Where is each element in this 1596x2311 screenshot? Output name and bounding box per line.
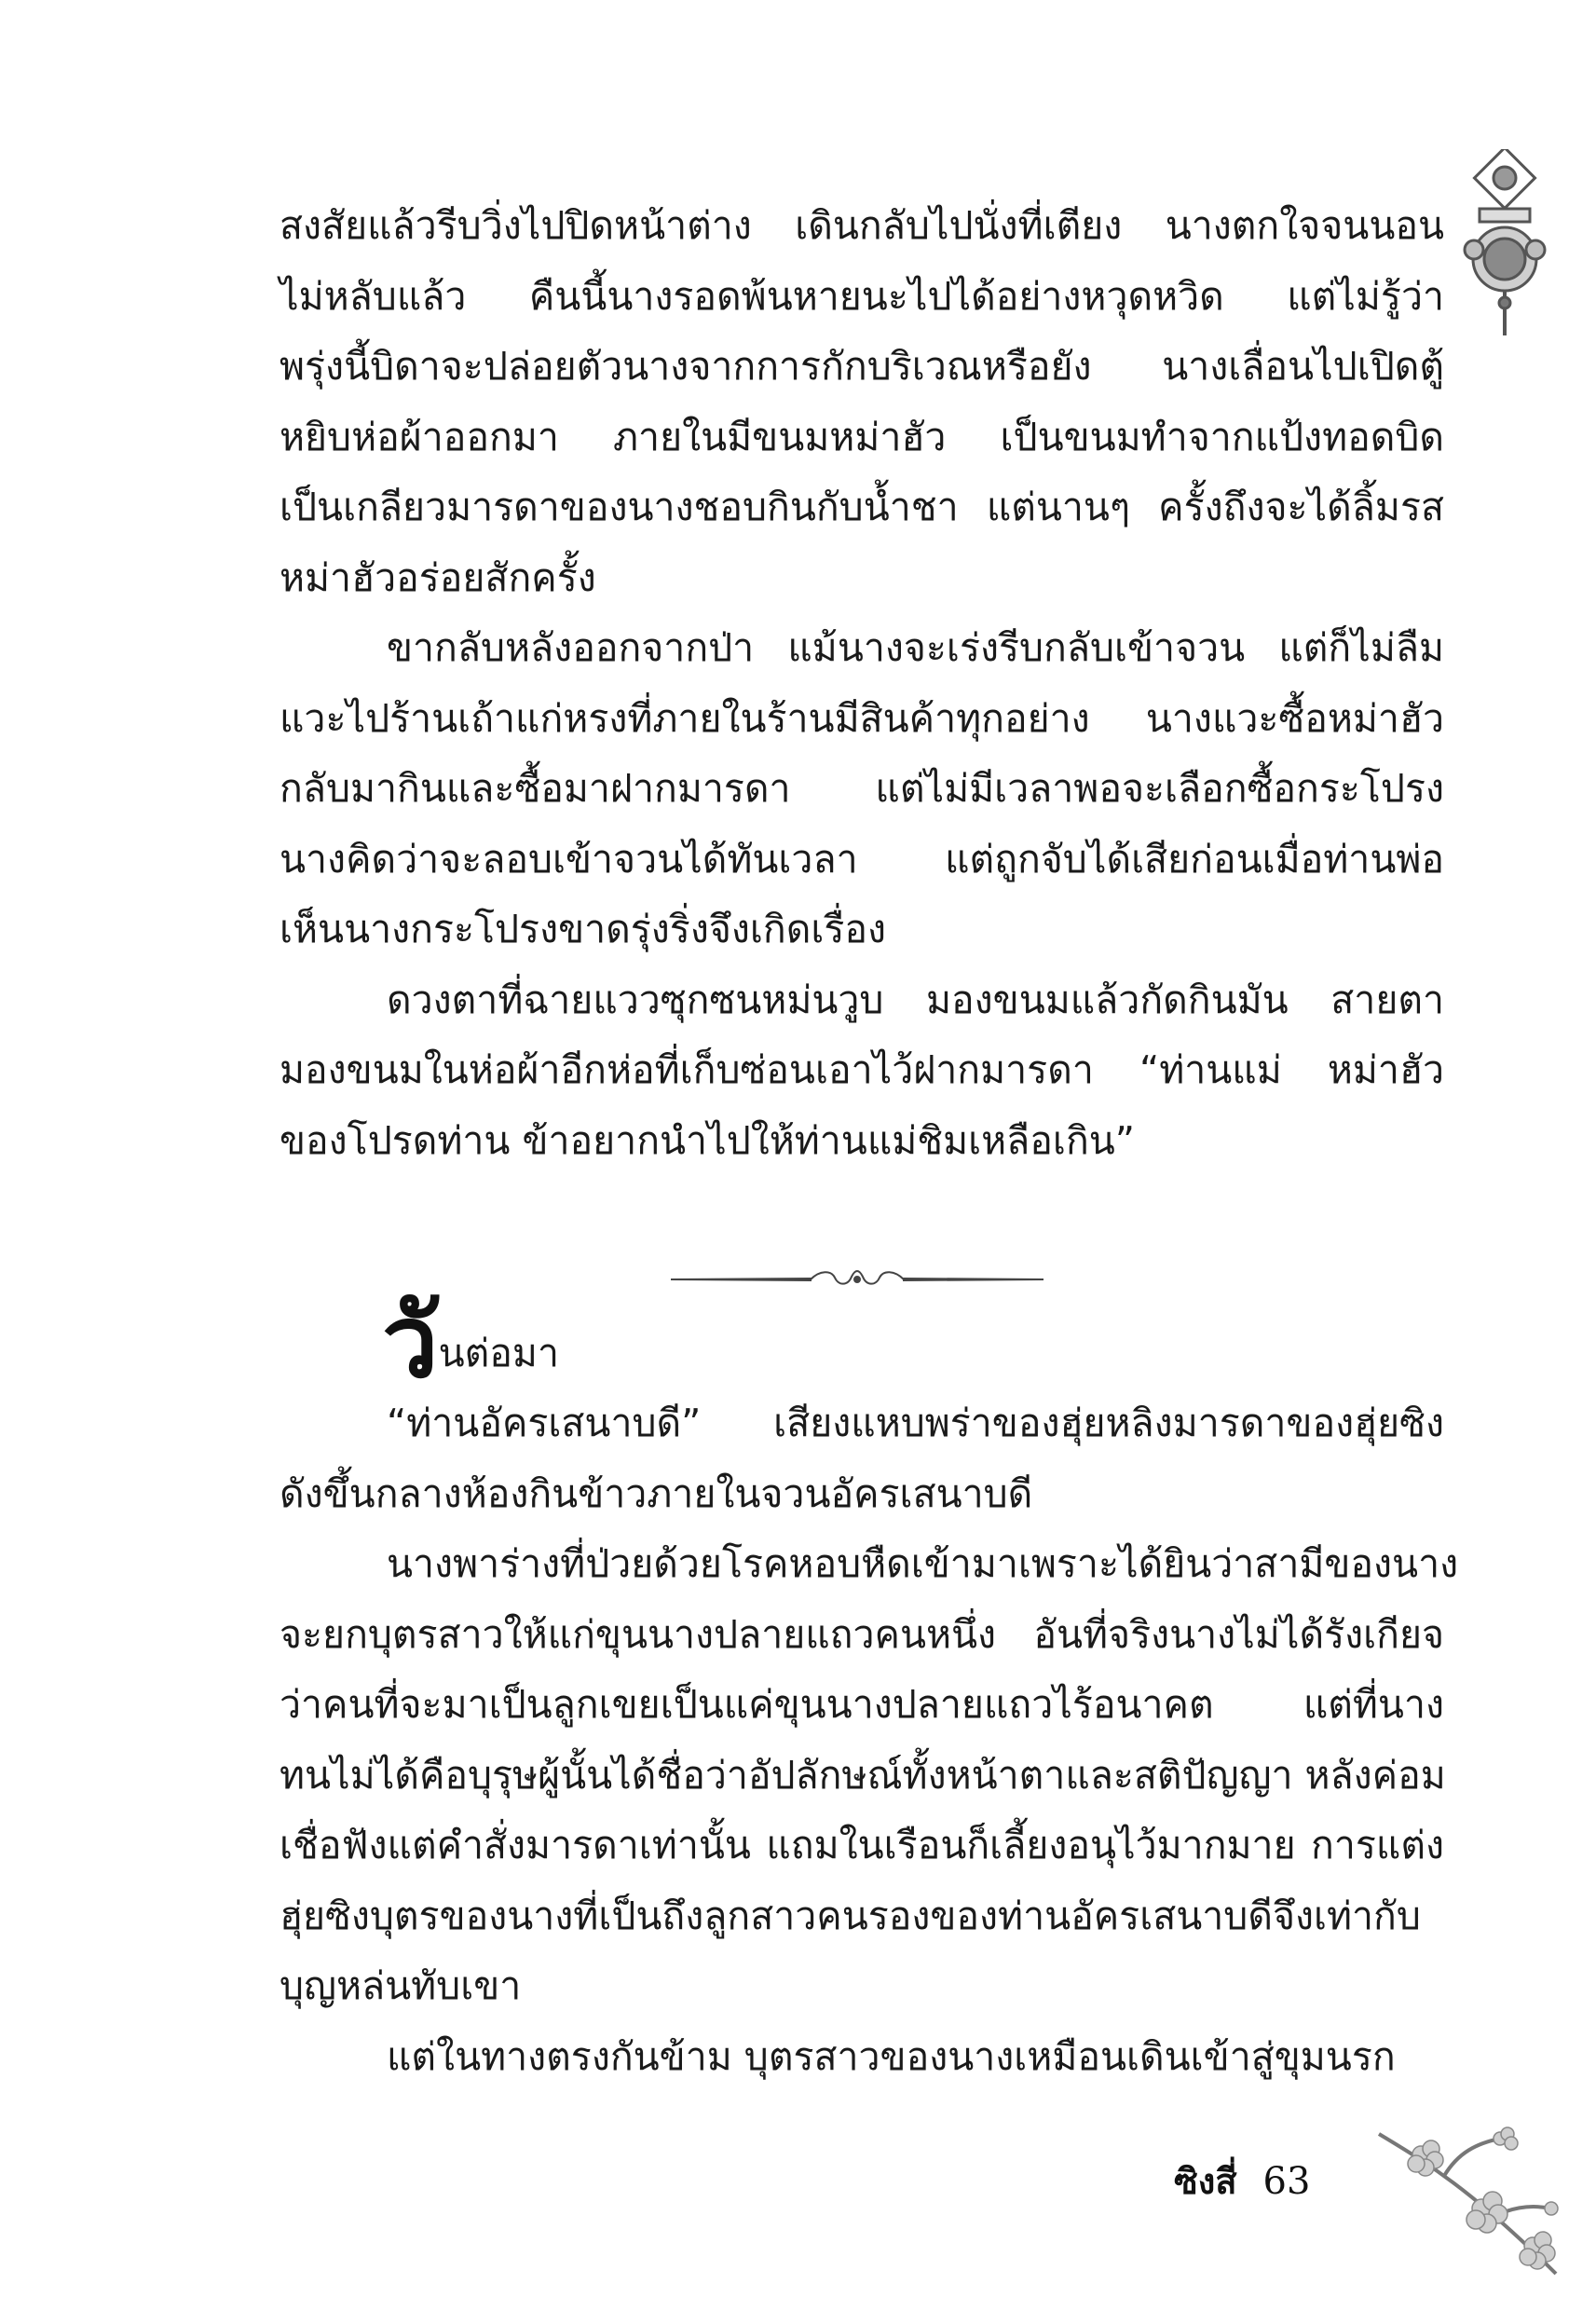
text-line: ของโปรดท่าน ข้าอยากนำไปให้ท่านแม่ชิมเหลือเกิน”: [280, 1117, 1136, 1163]
page-number: 63: [1262, 2160, 1311, 2203]
plum-blossom-icon: [1370, 2115, 1565, 2292]
page-footer: [1174, 2153, 1310, 2209]
text-line: นางพาร่างที่ป่วยด้วยโรคหอบหืดเข้ามาเพราะได้ยินว่าสามีของนาง: [387, 1541, 1459, 1586]
text-line: ขากลับหลังออกจากป่า แม้นางจะเร่งรีบกลับเข้าจวน แต่ก็ไม่ลืม: [387, 625, 1444, 670]
text-line: เชื่อฟังแต่คำสั่งมารดาเท่านั้น แถมในเรือนก็เลี้ยงอนุไว้มากมาย การแต่ง: [280, 1823, 1444, 1867]
text-line: “ท่านอัครเสนาบดี” เสียงแหบพร่าของฮุ่ยหลิงมารดาของฮุ่ยซิง: [387, 1401, 1444, 1445]
text-line: จะยกบุตรสาวให้แก่ขุนนางปลายแถวคนหนึ่ง อันที่จริงนางไม่ได้รังเกียจ: [280, 1611, 1444, 1657]
text-line: ว่าคนที่จะมาเป็นลูกเขยเป็นแค่ขุนนางปลายแถวไร้อนาคต แต่ที่นาง: [280, 1682, 1444, 1727]
text-line: ดวงตาที่ฉายแววซุกซนหม่นวูบ มองขนมแล้วกัดกินมัน สายตา: [387, 977, 1444, 1022]
emblem-icon: [1453, 149, 1556, 345]
drop-cap: วั: [382, 1283, 439, 1401]
text-line: นางคิดว่าจะลอบเข้าจวนได้ทันเวลา แต่ถูกจับได้เสียก่อนเมื่อท่านพ่อ: [280, 836, 1444, 882]
drop-cap-rest: นต่อมา: [438, 1331, 559, 1375]
text-line: ดังขึ้นกลางห้องกินข้าวภายในจวนอัครเสนาบดี: [280, 1470, 1033, 1516]
text-line: ไม่หลับแล้ว คืนนี้นางรอดพ้นหายนะไปได้อย่างหวุดหวิด แต่ไม่รู้ว่า: [280, 273, 1444, 319]
text-line: ฮุ่ยซิงบุตรของนางที่เป็นถึงลูกสาวคนรองของท่านอัครเสนาบดีจึงเท่ากับ: [280, 1893, 1421, 1938]
ornamental-divider: [671, 1265, 1044, 1293]
text-line: เห็นนางกระโปรงขาดรุ่งริ่งจึงเกิดเรื่อง: [280, 907, 887, 951]
text-line: บุญหล่นทับเขา: [280, 1963, 522, 2008]
text-line: หม่าฮัวอร่อยสักครั้ง: [280, 554, 596, 600]
body-text-bottom: [280, 1388, 1459, 2092]
book-title: ซิงสี่: [1174, 2160, 1237, 2202]
text-line: มองขนมในห่อผ้าอีกห่อที่เก็บซ่อนเอาไว้ฝากมารดา “ท่านแม่ หม่าฮัว: [280, 1047, 1444, 1092]
text-line: หยิบห่อผ้าออกมา ภายในมีขนมหม่าฮัว เป็นขนมทำจากแป้งทอดบิด: [280, 414, 1444, 459]
text-line: แต่ในทางตรงกันข้าม บุตรสาวของนางเหมือนเดินเข้าสู่ขุมนรก: [387, 2033, 1396, 2079]
text-line: เป็นเกลียวมารดาของนางชอบกินกับน้ำชา แต่นานๆ ครั้งถึงจะได้ลิ้มรส: [280, 485, 1444, 529]
text-line: พรุ่งนี้บิดาจะปล่อยตัวนางจากการกักบริเวณหรือยัง นางเลื่อนไปเปิดตู้: [280, 344, 1444, 389]
section-start: [382, 1283, 559, 1401]
body-text-top: [280, 191, 1444, 1176]
text-line: แวะไปร้านเถ้าแก่หรงที่ภายในร้านมีสินค้าทุกอย่าง นางแวะซื้อหม่าฮัว: [280, 695, 1444, 741]
text-line: กลับมากินและซื้อมาฝากมารดา แต่ไม่มีเวลาพอจะเลือกซื้อกระโปรง: [280, 766, 1444, 811]
text-line: สงสัยแล้วรีบวิ่งไปปิดหน้าต่าง เดินกลับไปนั่งที่เตียง นางตกใจจนนอน: [280, 203, 1444, 248]
text-line: ทนไม่ได้คือบุรุษผู้นั้นได้ชื่อว่าอัปลักษณ์ทั้งหน้าตาและสติปัญญา หลังค่อม: [280, 1752, 1446, 1798]
